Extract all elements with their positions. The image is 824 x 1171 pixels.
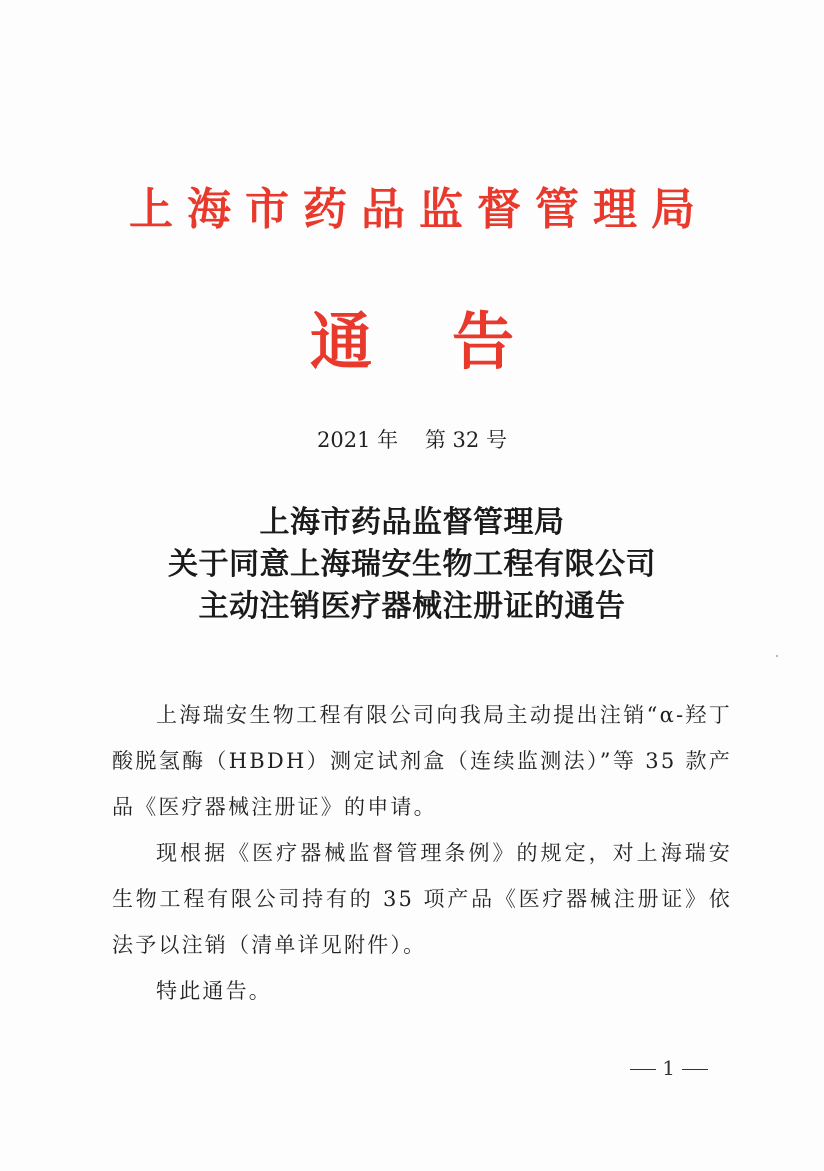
scan-speck [776, 655, 778, 657]
document-serial: 第 32 号 [424, 428, 507, 452]
title-line-1: 上海市药品监督管理局 [259, 505, 565, 540]
body-paragraph-2: 现根据《医疗器械监督管理条例》的规定，对上海瑞安生物工程有限公司持有的 35 项产品《医疗器械注册证》依法予以注销（清单详见附件）。 [112, 841, 732, 957]
title-line-3: 主动注销医疗器械注册证的通告 [198, 589, 626, 624]
notice-body [112, 692, 732, 1014]
notice-label: 通告 [309, 305, 594, 378]
title-line-2: 关于同意上海瑞安生物工程有限公司 [168, 547, 656, 582]
page-number [624, 1056, 714, 1080]
notice-title [0, 502, 824, 628]
document-year: 2021 年 [317, 428, 399, 452]
document-number [0, 425, 824, 455]
body-paragraph-3: 特此通告。 [156, 979, 272, 1003]
page-number-value: 1 [662, 1056, 676, 1080]
footer-dash-right [682, 1069, 708, 1070]
agency-header: 上海市药品监督管理局 [129, 184, 709, 235]
body-paragraph-1: 上海瑞安生物工程有限公司向我局主动提出注销“α-羟丁酸脱氢酶（HBDH）测定试剂盒（连续监测法）”等 35 款产品《医疗器械注册证》的申请。 [112, 703, 732, 819]
footer-dash-left [630, 1069, 656, 1070]
